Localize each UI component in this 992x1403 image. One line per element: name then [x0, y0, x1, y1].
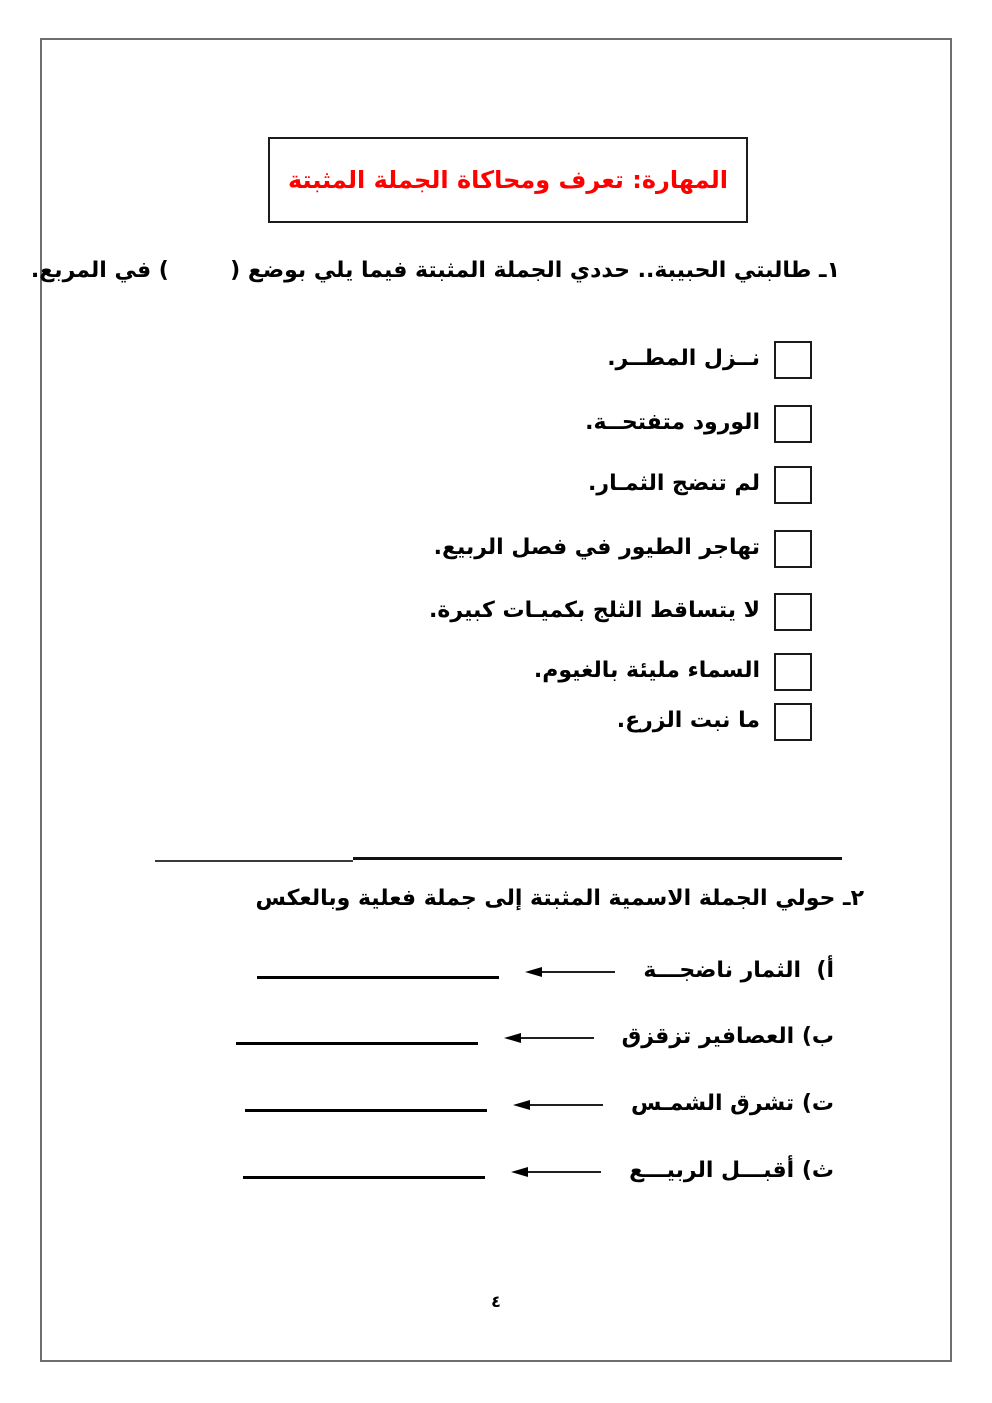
q2-item-row	[243, 1151, 834, 1193]
checkbox[interactable]	[774, 341, 812, 379]
q1-item-row	[429, 593, 812, 631]
question2-heading: ٢ـ حولي الجملة الاسمية المثبتة إلى جملة فعلية وبالعكس	[255, 886, 864, 911]
q1-item-label: لا يتساقط الثلج بكميـات كبيرة.	[429, 598, 760, 623]
question1-heading: ١ـ طالبتي الحبيبة.. حددي الجملة المثبتة فيما يلي بوضع ( ) في المربع.	[30, 258, 840, 283]
left-arrow-icon	[513, 1097, 605, 1113]
q1-item-row	[585, 405, 812, 443]
q1-item-label: الورود متفتحــة.	[585, 410, 760, 435]
q1-item-row	[434, 530, 812, 568]
q1-item-label: نــزل المطــر.	[607, 346, 760, 371]
skill-title-box	[268, 137, 748, 223]
left-arrow-icon	[511, 1164, 603, 1180]
answer-blank-line[interactable]	[245, 1109, 487, 1112]
checkbox[interactable]	[774, 405, 812, 443]
q2-item-label: ث) أقبـــل الربيـــع	[629, 1157, 834, 1183]
q1-item-label: لم تنضج الثمـار.	[588, 471, 760, 496]
q1-item-label: ما نبت الزرع.	[616, 708, 760, 733]
left-arrow-icon	[504, 1030, 596, 1046]
section-divider-line	[155, 860, 353, 862]
q1-item-row	[607, 341, 812, 379]
q1-item-label: السماء مليئة بالغيوم.	[533, 658, 760, 683]
page-number: ٤	[491, 1292, 501, 1311]
skill-title-text: المهارة: تعرف ومحاكاة الجملة المثبتة	[287, 166, 729, 194]
q2-item-label: أ) الثمار ناضجـــة	[643, 957, 834, 983]
checkbox[interactable]	[774, 653, 812, 691]
answer-blank-line[interactable]	[236, 1042, 478, 1045]
q1-item-row	[534, 653, 812, 691]
answer-blank-line[interactable]	[257, 976, 499, 979]
q2-item-row	[245, 1084, 834, 1126]
q1-item-label: تهاجر الطيور في فصل الربيع.	[433, 535, 760, 560]
checkbox[interactable]	[774, 703, 812, 741]
q2-item-label: ت) تشرق الشمـس	[630, 1090, 834, 1116]
left-arrow-icon	[525, 964, 617, 980]
checkbox[interactable]	[774, 593, 812, 631]
q1-item-row	[617, 703, 812, 741]
checkbox[interactable]	[774, 466, 812, 504]
q2-item-row	[257, 951, 834, 993]
answer-blank-line[interactable]	[243, 1176, 485, 1179]
q1-item-row	[588, 466, 812, 504]
section-divider-line	[353, 857, 842, 860]
checkbox[interactable]	[774, 530, 812, 568]
q2-item-row	[236, 1017, 834, 1059]
q2-item-label: ب) العصافير تزقزق	[621, 1023, 834, 1049]
